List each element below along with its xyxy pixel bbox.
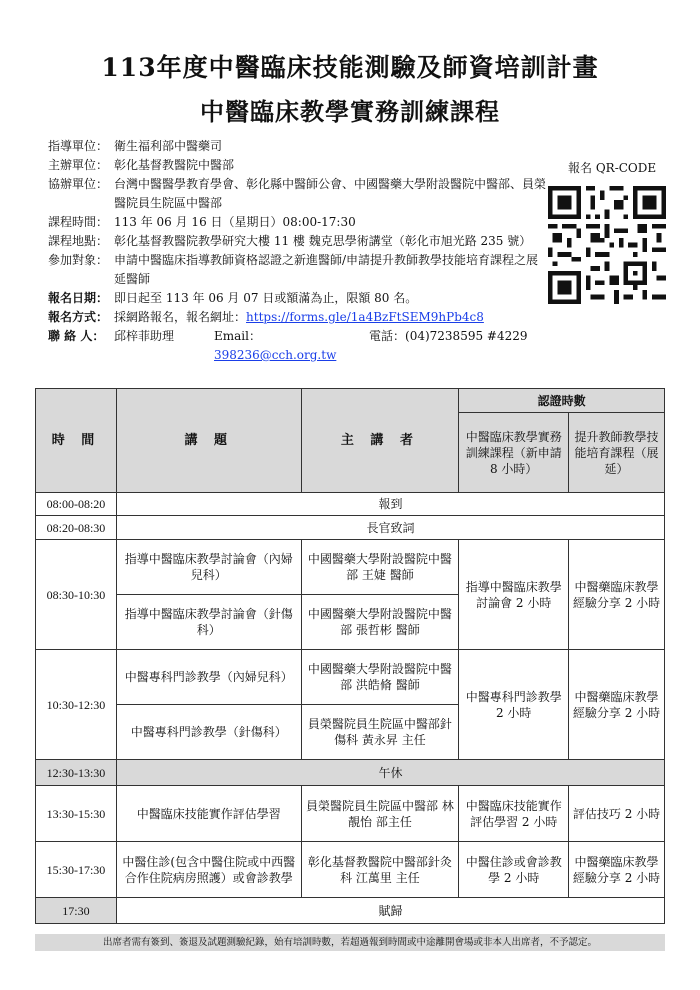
- topic-cell: 中醫專科門診教學（針傷科）: [116, 705, 301, 760]
- guide-value: 衛生福利部中醫藥司: [114, 139, 223, 153]
- credit-extension-cell: 中醫藥臨床教學經驗分享 2 小時: [569, 842, 665, 898]
- info-venue: [48, 232, 548, 251]
- host-label: 主辦單位：: [48, 158, 109, 172]
- speaker-cell: 中國醫藥大學附設醫院中醫部 張哲彬 醫師: [301, 595, 459, 650]
- schedule-table: [35, 388, 665, 924]
- info-date: [48, 213, 548, 232]
- registration-link[interactable]: https://forms.gle/1a4BzFtSEM9hPb4c8: [246, 310, 484, 324]
- opening-remarks-cell: 長官致詞: [116, 516, 664, 540]
- credit-extension-cell: 中醫藥臨床教學經驗分享 2 小時: [569, 540, 665, 650]
- info-guide: [48, 137, 548, 156]
- info-host: [48, 156, 548, 175]
- info-contact: [48, 327, 548, 365]
- venue-value: 彰化基督教醫院教學研究大樓 11 樓 魏克思學術講堂（彰化市旭光路 235 號）: [114, 234, 532, 248]
- info-block: [48, 137, 548, 365]
- info-reg-method: [48, 308, 548, 327]
- target-value: 申請中醫臨床指導教師資格認證之新進醫師/申請提升教師教學技能培育課程之展延醫師: [114, 253, 539, 286]
- date-value: 113 年 06 月 16 日（星期日）08:00-17:30: [114, 215, 356, 229]
- credit-training-cell: 中醫住診或會診教學 2 小時: [459, 842, 569, 898]
- venue-label: 課程地點：: [48, 234, 109, 248]
- email-link[interactable]: 398236@cch.org.tw: [214, 348, 337, 362]
- reg-date-label: 報名日期：: [48, 291, 109, 305]
- date-label: 課程時間：: [48, 215, 109, 229]
- topic-cell: 指導中醫臨床教學討論會（內婦兒科）: [116, 540, 301, 595]
- co-label: 協辦單位：: [48, 177, 109, 191]
- checkin-cell: 報到: [116, 493, 664, 516]
- time-cell: 12:30-13:30: [36, 760, 117, 786]
- header-time: 時 間: [36, 389, 117, 493]
- time-cell: 17:30: [36, 898, 117, 924]
- info-reg-date: [48, 289, 548, 308]
- lunch-cell: 午休: [116, 760, 664, 786]
- speaker-cell: 中國醫藥大學附設醫院中醫部 王婕 醫師: [301, 540, 459, 595]
- credit-training-cell: 指導中醫臨床教學討論會 2 小時: [459, 540, 569, 650]
- header-speaker: 主 講 者: [301, 389, 459, 493]
- speaker-cell: 員榮醫院員生院區中醫部 林靚怡 部主任: [301, 786, 459, 842]
- header-topic: 講 題: [116, 389, 301, 493]
- speaker-cell: 彰化基督教醫院中醫部針灸科 江萬里 主任: [301, 842, 459, 898]
- topic-cell: 中醫專科門診教學（內婦兒科）: [116, 650, 301, 705]
- credit-extension-cell: 評估技巧 2 小時: [569, 786, 665, 842]
- time-cell: 10:30-12:30: [36, 650, 117, 760]
- reg-date-value: 即日起至 113 年 06 月 07 日或額滿為止，限額 80 名。: [114, 291, 418, 305]
- page-title: 113年度中醫臨床技能測驗及師資培訓計畫: [101, 53, 599, 82]
- time-cell: 08:30-10:30: [36, 540, 117, 650]
- reg-method-value: 採網路報名，報名網址：: [114, 310, 247, 324]
- phone-label: 電話：: [369, 329, 406, 343]
- credit-training-cell: 中醫專科門診教學 2 小時: [459, 650, 569, 760]
- time-cell: 13:30-15:30: [36, 786, 117, 842]
- time-cell: 08:00-08:20: [36, 493, 117, 516]
- topic-cell: 中醫住診(包含中醫住院或中西醫合作住院病房照護）或會診教學: [116, 842, 301, 898]
- header-credit-training: 中醫臨床教學實務訓練課程（新申請 8 小時）: [459, 413, 569, 493]
- speaker-cell: 員榮醫院員生院區中醫部針傷科 黃永昇 主任: [301, 705, 459, 760]
- host-value: 彰化基督教醫院中醫部: [114, 158, 235, 172]
- contact-label: 聯 絡 人：: [48, 329, 105, 343]
- topic-cell: 指導中醫臨床教學討論會（針傷科）: [116, 595, 301, 650]
- dismissal-cell: 賦歸: [116, 898, 664, 924]
- phone-value: (04)7238595 #4229: [405, 329, 528, 343]
- speaker-cell: 中國醫藥大學附設醫院中醫部 洪皓脩 醫師: [301, 650, 459, 705]
- time-cell: 08:20-08:30: [36, 516, 117, 540]
- contact-name: 邱梓菲助理: [114, 329, 175, 343]
- credit-extension-cell: 中醫藥臨床教學經驗分享 2 小時: [569, 650, 665, 760]
- page-subtitle: 中醫臨床教學實務訓練課程: [200, 97, 500, 126]
- header-credit-extension: 提升教師教學技能培育課程（展延）: [569, 413, 665, 493]
- qr-label: 報名 QR-CODE: [568, 161, 657, 175]
- guide-label: 指導單位：: [48, 139, 109, 153]
- qr-code[interactable]: [548, 186, 666, 304]
- credit-training-cell: 中醫臨床技能實作評估學習 2 小時: [459, 786, 569, 842]
- footer-note: 出席者需有簽到、簽退及試題測驗紀錄，始有培訓時數，若超過報到時間或中途離開會場或非本人出席者，不予認定。: [35, 934, 665, 951]
- target-label: 參加對象：: [48, 253, 109, 267]
- topic-cell: 中醫臨床技能實作評估學習: [116, 786, 301, 842]
- reg-method-label: 報名方式：: [48, 310, 109, 324]
- time-cell: 15:30-17:30: [36, 842, 117, 898]
- info-co-organizer: [48, 175, 548, 213]
- co-value: 台灣中醫醫學教育學會、彰化縣中醫師公會、中國醫藥大學附設醫院中醫部、員榮醫院員生院區中醫部: [114, 177, 547, 210]
- email-label: Email：: [214, 329, 261, 343]
- header-credits: 認證時數: [459, 389, 665, 413]
- info-target: [48, 251, 548, 289]
